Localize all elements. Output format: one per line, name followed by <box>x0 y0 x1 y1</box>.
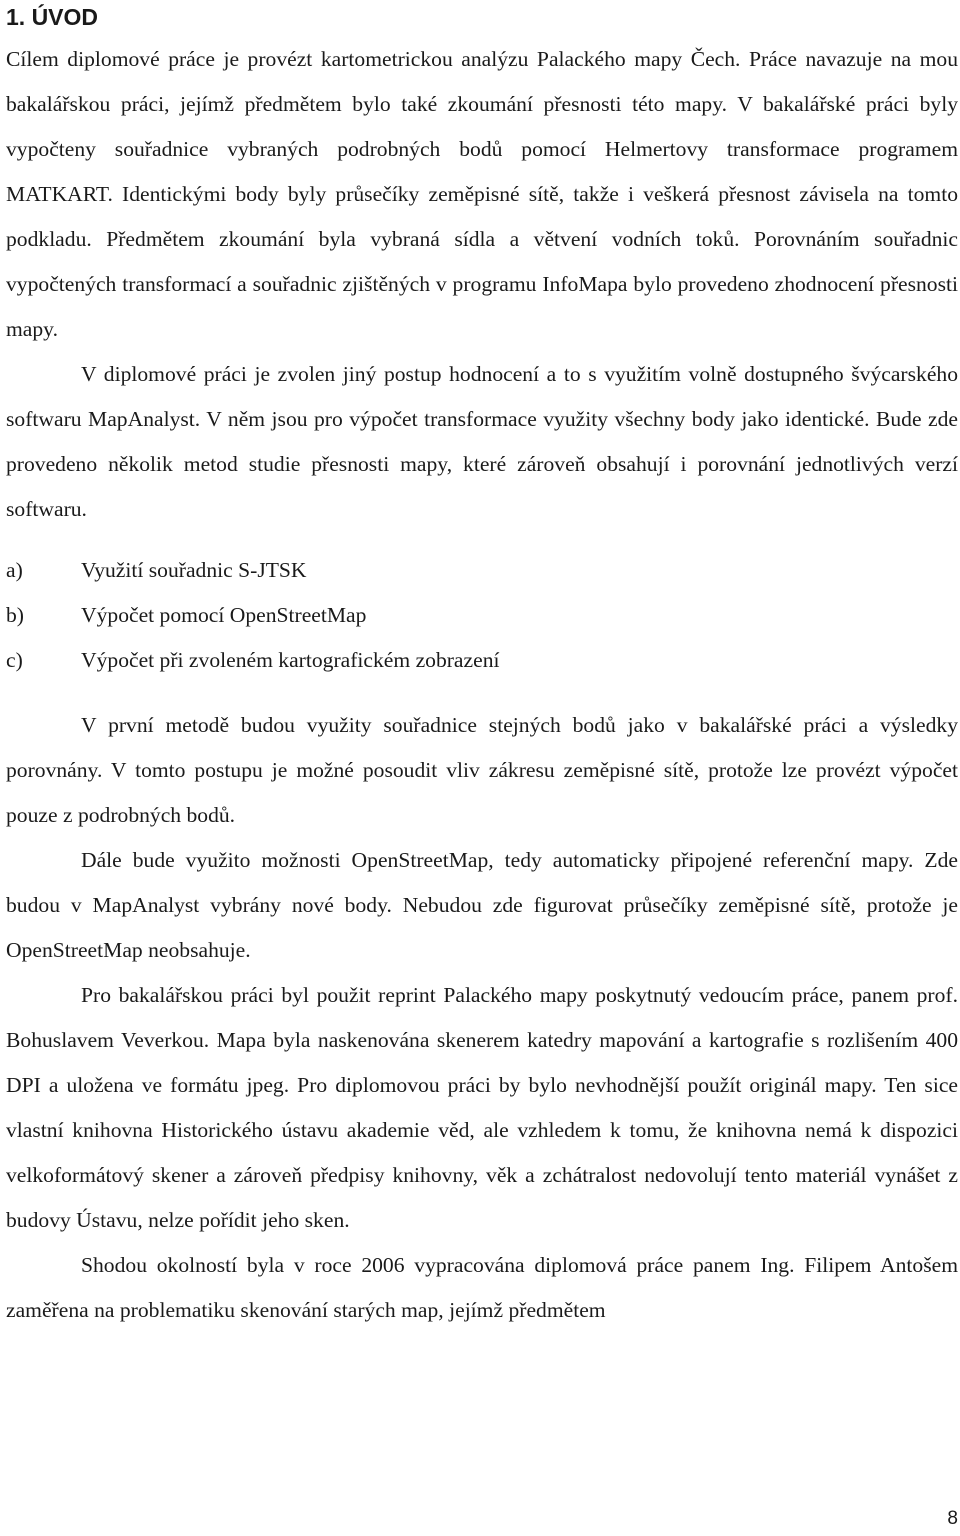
list-item <box>6 593 958 638</box>
list-item-text: Využití souřadnic S-JTSK <box>81 558 307 582</box>
paragraph: V diplomové práci je zvolen jiný postup hodnocení a to s využitím volně dostupného švýcarského softwaru MapAnalyst. V něm jsou pro výpočet transformace využity všechny body jako identické. Bude zde provedeno několik metod studie přesnosti mapy, které zároveň obsahují i porovnání jednotlivých verzí softwaru. <box>6 362 958 521</box>
paragraph: Shodou okolností byla v roce 2006 vypracována diplomová práce panem Ing. Filipem Antošem zaměřena na problematiku skenování starých map, jejímž předmětem <box>6 1253 958 1322</box>
section-heading: 1. ÚVOD <box>6 4 99 30</box>
method-list <box>6 548 958 683</box>
list-item <box>6 638 958 683</box>
list-marker: a) <box>6 558 23 582</box>
list-item-text: Výpočet pomocí OpenStreetMap <box>81 603 367 627</box>
page-number: 8 <box>947 1508 958 1529</box>
list-marker: c) <box>6 648 23 672</box>
paragraph: Dále bude využito možnosti OpenStreetMap, tedy automaticky připojené referenční mapy. Zde budou v MapAnalyst vybrány nové body. Nebudou zde figurovat průsečíky zeměpisné sítě, protože je OpenStreetMap neobsahuje. <box>6 848 958 962</box>
paragraph: V první metodě budou využity souřadnice stejných bodů jako v bakalářské práci a výsledky porovnány. V tomto postupu je možné posoudit vliv zákresu zeměpisné sítě, protože lze provézt výpočet pouze z podrobných bodů. <box>6 713 958 827</box>
spacer <box>6 532 958 548</box>
document-body <box>6 37 958 1333</box>
list-marker: b) <box>6 603 24 627</box>
list-item-text: Výpočet při zvoleném kartografickém zobrazení <box>81 648 500 672</box>
paragraph: Cílem diplomové práce je provézt kartometrickou analýzu Palackého mapy Čech. Práce navazuje na mou bakalářskou práci, jejímž předmětem bylo také zkoumání přesnosti této mapy. V bakalářské práci byly vypočteny souřadnice vybraných podrobných bodů pomocí Helmertovy transformace programem MATKART. Identickými body byly průsečíky zeměpisné sítě, takže i veškerá přesnost závisela na tomto podkladu. Předmětem zkoumání byla vybraná sídla a větvení vodních toků. Porovnáním souřadnic vypočtených transformací a souřadnic zjištěných v programu InfoMapa bylo provedeno zhodnocení přesnosti mapy. <box>6 47 958 341</box>
paragraph: Pro bakalářskou práci byl použit reprint Palackého mapy poskytnutý vedoucím práce, panem prof. Bohuslavem Veverkou. Mapa byla naskenována skenerem katedry mapování a kartografie s rozlišením 400 DPI a uložena ve formátu jpeg. Pro diplomovou práci by bylo nevhodnější použít originál mapy. Ten sice vlastní knihovna Historického ústavu akademie věd, ale vzhledem k tomu, že knihovna nemá k dispozici velkoformátový skener a zároveň předpisy knihovny, věk a zchátralost nedovolují tento materiál vynášet z budovy Ústavu, nelze pořídit jeho sken. <box>6 983 958 1232</box>
list-item <box>6 548 958 593</box>
spacer <box>6 683 958 703</box>
